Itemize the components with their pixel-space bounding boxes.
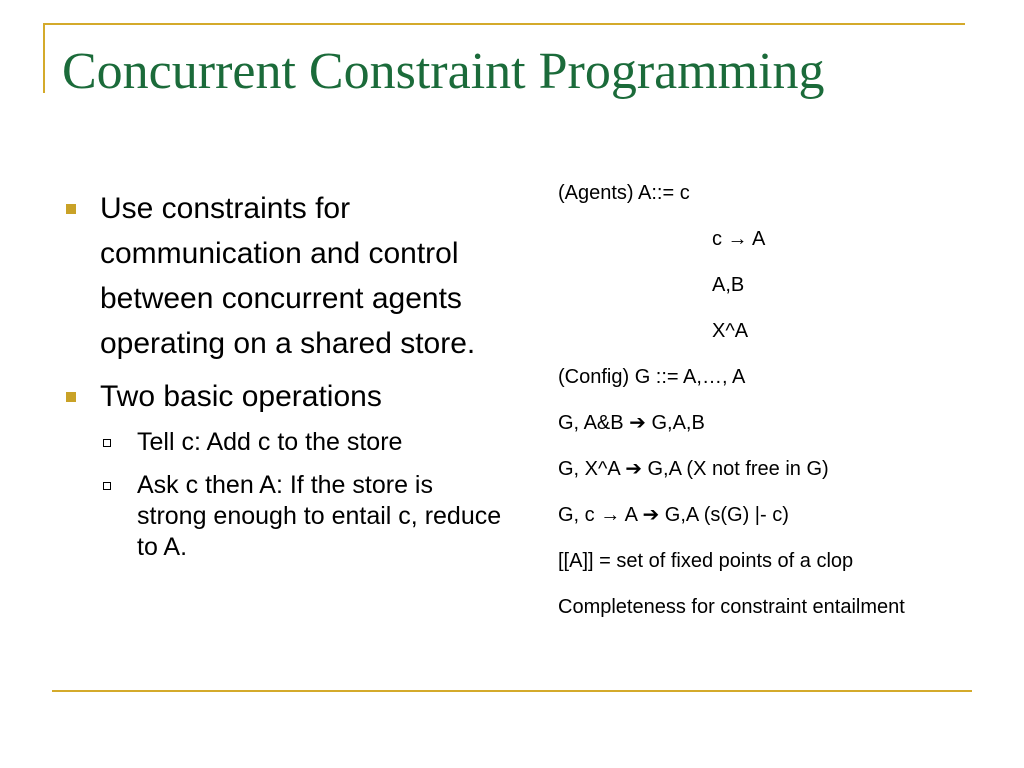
square-bullet-icon (66, 392, 76, 402)
sub-bullet-text: Tell c: Add c to the store (137, 428, 403, 456)
rule-line: (Config) G ::= A,…, A (558, 366, 746, 388)
hollow-square-bullet-icon (103, 482, 111, 490)
sub-bullet-item (62, 470, 502, 563)
formal-rules (558, 178, 978, 638)
bullet-text: Two basic operations (100, 380, 382, 413)
rule-line: Completeness for constraint entailment (558, 596, 905, 618)
rule-line: G, c → A ➔ G,A (s(G) |- c) (558, 504, 789, 526)
bullet-text: Use constraints for communication and control between concurrent agents operating on a shared store. (100, 192, 476, 360)
sub-bullet-item (62, 427, 502, 458)
bullet-item (62, 186, 502, 366)
bullet-list (62, 186, 502, 575)
bullet-item (62, 374, 502, 419)
rule-line: G, X^A ➔ G,A (X not free in G) (558, 458, 829, 480)
rule-line: (Agents) A::= c (558, 182, 690, 204)
rule-line: X^A (712, 320, 749, 342)
hollow-square-bullet-icon (103, 439, 111, 447)
rule-line: [[A]] = set of fixed points of a clop (558, 550, 854, 572)
slide-title: Concurrent Constraint Programming (62, 43, 825, 100)
left-rule (43, 23, 45, 93)
square-bullet-icon (66, 204, 76, 214)
rule-line: G, A&B ➔ G,A,B (558, 412, 705, 434)
rule-line: c → A (712, 228, 766, 250)
top-rule (43, 23, 965, 25)
rule-line: A,B (712, 274, 745, 296)
sub-bullet-text: Ask c then A: If the store is strong enough to entail c, reduce to A. (137, 471, 502, 561)
bottom-rule (52, 690, 972, 692)
